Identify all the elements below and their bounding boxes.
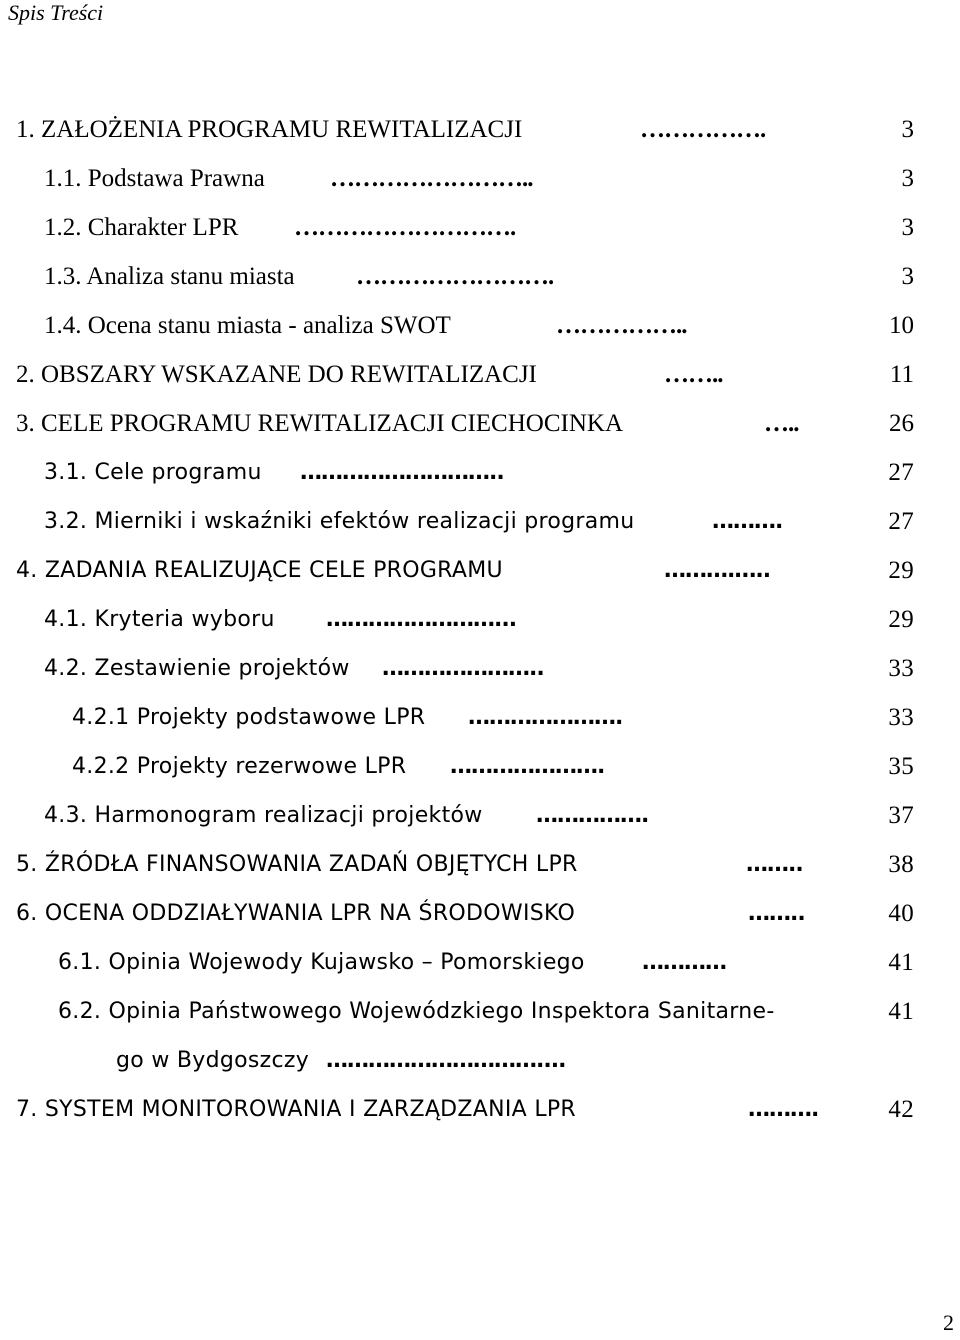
toc-entry-page: 41	[888, 949, 914, 976]
toc-entry-leader: ………………………..	[300, 460, 504, 485]
toc-entry[interactable]	[0, 799, 960, 833]
toc-entry-page: 11	[889, 361, 914, 388]
toc-entry[interactable]	[0, 1093, 960, 1127]
toc-entry-label: 4. ZADANIA REALIZUJĄCE CELE PROGRAMU	[16, 558, 503, 583]
toc-entry-label: 4.2.1 Projekty podstawowe LPR	[72, 705, 426, 730]
toc-entry-leader: ……..	[748, 901, 805, 926]
toc-entry[interactable]	[0, 701, 960, 735]
toc-entry-page: 37	[888, 802, 914, 829]
toc-entry-label: 4.3. Harmonogram realizacji projektów	[44, 803, 483, 828]
toc-entry-label: 4.2. Zestawienie projektów	[44, 656, 350, 681]
toc-entry-leader: ………………….	[468, 705, 623, 730]
toc-entry-page: 10	[889, 312, 914, 339]
toc-entry-page: 3	[901, 263, 914, 290]
toc-entry-label: 2. OBSZARY WSKAZANE DO REWITALIZACJI	[16, 361, 537, 388]
toc-entry[interactable]	[0, 211, 960, 245]
toc-entry-label: 1.3. Analiza stanu miasta	[44, 263, 295, 290]
toc-entry-label: 1.2. Charakter LPR	[44, 214, 239, 241]
toc-entry[interactable]	[0, 456, 960, 490]
toc-entry[interactable]	[0, 897, 960, 931]
toc-entry-leader: ……………………….	[294, 214, 516, 241]
toc-entry-page: 3	[901, 116, 914, 143]
toc-entry-leader: ………………….	[450, 754, 605, 779]
toc-entry-leader: …………………………....	[326, 1048, 566, 1073]
toc-entry-label: go w Bydgoszczy	[116, 1048, 310, 1073]
toc-entry-leader: ……..	[746, 852, 803, 877]
toc-entry[interactable]	[0, 848, 960, 882]
toc-entry-leader: ……….	[712, 509, 783, 534]
toc-entry-label: 3. CELE PROGRAMU REWITALIZACJI CIECHOCINKA	[16, 410, 623, 437]
toc-entry[interactable]	[0, 113, 960, 147]
toc-entry-label: 6.1. Opinia Wojewody Kujawsko – Pomorskiego	[58, 950, 585, 975]
toc-entry[interactable]	[0, 407, 960, 441]
toc-entry-leader: ……………………...	[326, 607, 517, 632]
toc-entry-page: 33	[888, 704, 914, 731]
toc-entry-leader: ……………..	[556, 312, 687, 339]
toc-entry-page: 35	[888, 753, 914, 780]
toc-entry-leader: …………	[642, 950, 726, 975]
toc-entry-label: 6. OCENA ODDZIAŁYWANIA LPR NA ŚRODOWISKO	[16, 901, 576, 926]
toc-entry-page: 26	[889, 410, 914, 437]
toc-entry-leader: ……….	[748, 1097, 819, 1122]
toc-entry-page: 42	[888, 1096, 914, 1123]
toc-entry-label: 4.1. Kryteria wyboru	[44, 607, 275, 632]
toc-entry-leader: …………………..	[382, 656, 544, 681]
toc-entry-label: 4.2.2 Projekty rezerwowe LPR	[72, 754, 407, 779]
toc-entry-label: 1. ZAŁOŻENIA PROGRAMU REWITALIZACJI	[16, 116, 523, 143]
toc-entry[interactable]	[0, 750, 960, 784]
toc-entry-label: 3.1. Cele programu	[44, 460, 262, 485]
toc-entry[interactable]	[0, 358, 960, 392]
toc-entry[interactable]	[0, 652, 960, 686]
toc-entry-page: 27	[888, 508, 914, 535]
toc-entry[interactable]	[0, 995, 960, 1029]
toc-entry-label: 3.2. Mierniki i wskaźniki efektów realizacji programu	[44, 509, 635, 534]
toc-entry-label: 1.4. Ocena stanu miasta - analiza SWOT	[44, 312, 451, 339]
toc-entry-leader: …………………….	[356, 263, 554, 290]
toc-entry-page: 40	[888, 900, 914, 927]
document-header-title: Spis Treści	[8, 0, 104, 25]
toc-entry-leader: ……………………..	[330, 165, 533, 192]
toc-entry-label: 6.2. Opinia Państwowego Wojewódzkiego Inspektora Sanitarne-	[58, 999, 775, 1024]
toc-entry[interactable]	[0, 260, 960, 294]
toc-entry-label: 5. ŹRÓDŁA FINANSOWANIA ZADAŃ OBJĘTYCH LPR	[16, 852, 578, 877]
toc-entry[interactable]	[0, 946, 960, 980]
page-number: 2	[943, 1310, 954, 1335]
toc-entry-label: 7. SYSTEM MONITOROWANIA I ZARZĄDZANIA LPR	[16, 1097, 577, 1122]
toc-entry-page: 41	[888, 998, 914, 1025]
toc-entry-leader: …..	[764, 410, 799, 437]
toc-entry-page: 3	[901, 214, 914, 241]
toc-entry-leader: …………….	[536, 803, 649, 828]
toc-entry-leader: …………….	[640, 116, 766, 143]
toc-entry-page: 27	[888, 459, 914, 486]
toc-entry-page: 29	[888, 606, 914, 633]
toc-entry-leader: ……..	[664, 361, 723, 388]
toc-entry-leader: ……….…..	[664, 558, 771, 583]
toc-entry[interactable]	[0, 162, 960, 196]
toc-entry[interactable]	[0, 603, 960, 637]
toc-entry-page: 3	[901, 165, 914, 192]
toc-entry-label: 1.1. Podstawa Prawna	[44, 165, 265, 192]
toc-entry[interactable]	[0, 309, 960, 343]
toc-entry-continuation[interactable]	[0, 1044, 960, 1078]
toc-entry-page: 33	[888, 655, 914, 682]
toc-entry-page: 29	[888, 557, 914, 584]
toc-entry[interactable]	[0, 554, 960, 588]
toc-entry[interactable]	[0, 505, 960, 539]
toc-entry-page: 38	[888, 851, 914, 878]
